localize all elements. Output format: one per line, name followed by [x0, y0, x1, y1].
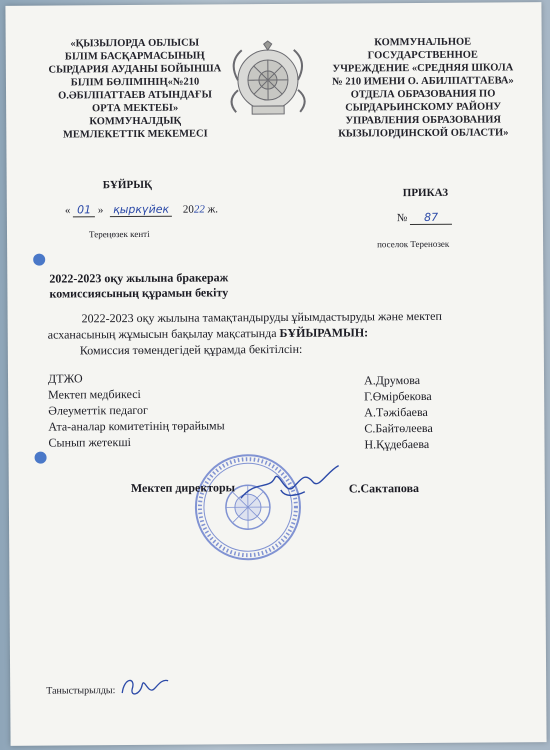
body-line-3: Комиссия төмендегідей құрамда бекітілсін:: [79, 341, 303, 358]
header-left-line: О.ӘБІЛПАТТАЕВ АТЫНДАҒЫ: [58, 89, 213, 102]
date-quote-close: »: [97, 204, 104, 217]
header-right-line: СЫРДАРЬИНСКОМУ РАЙОНУ: [345, 101, 502, 114]
header-left-line: СЫРДАРИЯ АУДАНЫ БОЙЫНША: [48, 63, 222, 76]
header-right-line: УЧРЕЖДЕНИЕ «СРЕДНЯЯ ШКОЛА: [332, 62, 514, 75]
header-left-line: ОРТА МЕКТЕБІ»: [91, 102, 179, 115]
commission-role: Сынып жетекші: [48, 435, 131, 450]
date-quote-open: «: [64, 204, 71, 217]
commission-role: ДТЖО: [47, 371, 83, 386]
order-number: [397, 211, 452, 225]
header-left-line: КОММУНАЛДЫҚ: [89, 115, 182, 128]
subject-line-2: комиссиясының құрамын бекіту: [49, 285, 229, 301]
acquainted-label: Таныстырылды:: [46, 685, 116, 697]
place-kz: Тереңөзек кенті: [88, 228, 150, 240]
place-ru: поселок Теренозек: [377, 238, 450, 250]
punch-hole: [35, 452, 47, 464]
header-left-line: БІЛІМ БӨЛІМІНІҢ«№210: [70, 76, 200, 89]
commission-role: Мектеп медбикесі: [48, 386, 141, 402]
header-right-line: ГОСУДАРСТВЕННОЕ: [367, 49, 478, 62]
punch-hole: [33, 254, 45, 266]
header-right-line: КЫЗЫЛОРДИНСКОЙ ОБЛАСТИ»: [338, 127, 509, 140]
commission-role: Әлеуметтік педагог: [48, 402, 148, 418]
header-right-line: ОТДЕЛА ОБРАЗОВАНИЯ ПО: [350, 88, 496, 101]
date-year-suffix: ж.: [207, 203, 219, 216]
subject-line-1: 2022-2023 оқу жылына бракераж: [49, 270, 229, 286]
order-directive: БҰЙЫРАМЫН:: [279, 325, 369, 340]
date-year-prefix: 20: [182, 203, 194, 216]
document-page: [5, 2, 546, 746]
header-right-line: КОММУНАЛЬНОЕ: [374, 36, 472, 49]
header-left-line: МЕМЛЕКЕТТІК МЕКЕМЕСІ: [62, 128, 208, 141]
body-line-2-text: асханасының жұмысын бақылау мақсатында: [47, 325, 280, 342]
header-left-kz: [40, 36, 231, 141]
commission-member-name: Г.Өмірбекова: [364, 388, 432, 404]
signature-title: Мектеп директоры: [130, 480, 236, 496]
number-label: №: [396, 212, 408, 225]
signature-name: С.Сактапова: [348, 481, 420, 496]
director-signature-icon: [235, 460, 345, 511]
header-right-line: № 210 ИМЕНИ О. АБИЛПАТТАЕВА»: [332, 75, 514, 88]
body-line-2: [48, 325, 369, 342]
date-month: қыркүйек: [110, 203, 172, 217]
header-right-ru: [320, 35, 527, 140]
order-label-ru: ПРИКАЗ: [402, 186, 449, 200]
order-date: [65, 202, 218, 217]
kazakhstan-emblem-icon: [224, 40, 313, 121]
date-year: 22: [193, 203, 205, 216]
body-line-1: 2022-2023 оқу жылына тамақтандыруды ұйымдастыруды және мектеп: [81, 308, 442, 326]
commission-member-name: А.Друмова: [363, 372, 421, 388]
date-day: 01: [73, 203, 95, 217]
header-left-line: «ҚЫЗЫЛОРДА ОБЛЫСЫ: [70, 37, 200, 50]
order-label-kz: БҰЙРЫҚ: [102, 178, 152, 192]
commission-member-name: А.Тәжібаева: [364, 404, 428, 420]
commission-member-name: С.Байтөлеева: [364, 420, 433, 436]
number-value: 87: [410, 211, 452, 225]
header-left-line: БІЛІМ БАСҚАРМАСЫНЫҢ: [64, 50, 205, 63]
header-right-line: УПРАВЛЕНИЯ ОБРАЗОВАНИЯ: [345, 114, 502, 127]
acquainted-signature-icon: [118, 671, 172, 701]
commission-member-name: Н.Құдебаева: [364, 436, 430, 452]
commission-role: Ата-аналар комитетінің төрайымы: [48, 418, 225, 434]
